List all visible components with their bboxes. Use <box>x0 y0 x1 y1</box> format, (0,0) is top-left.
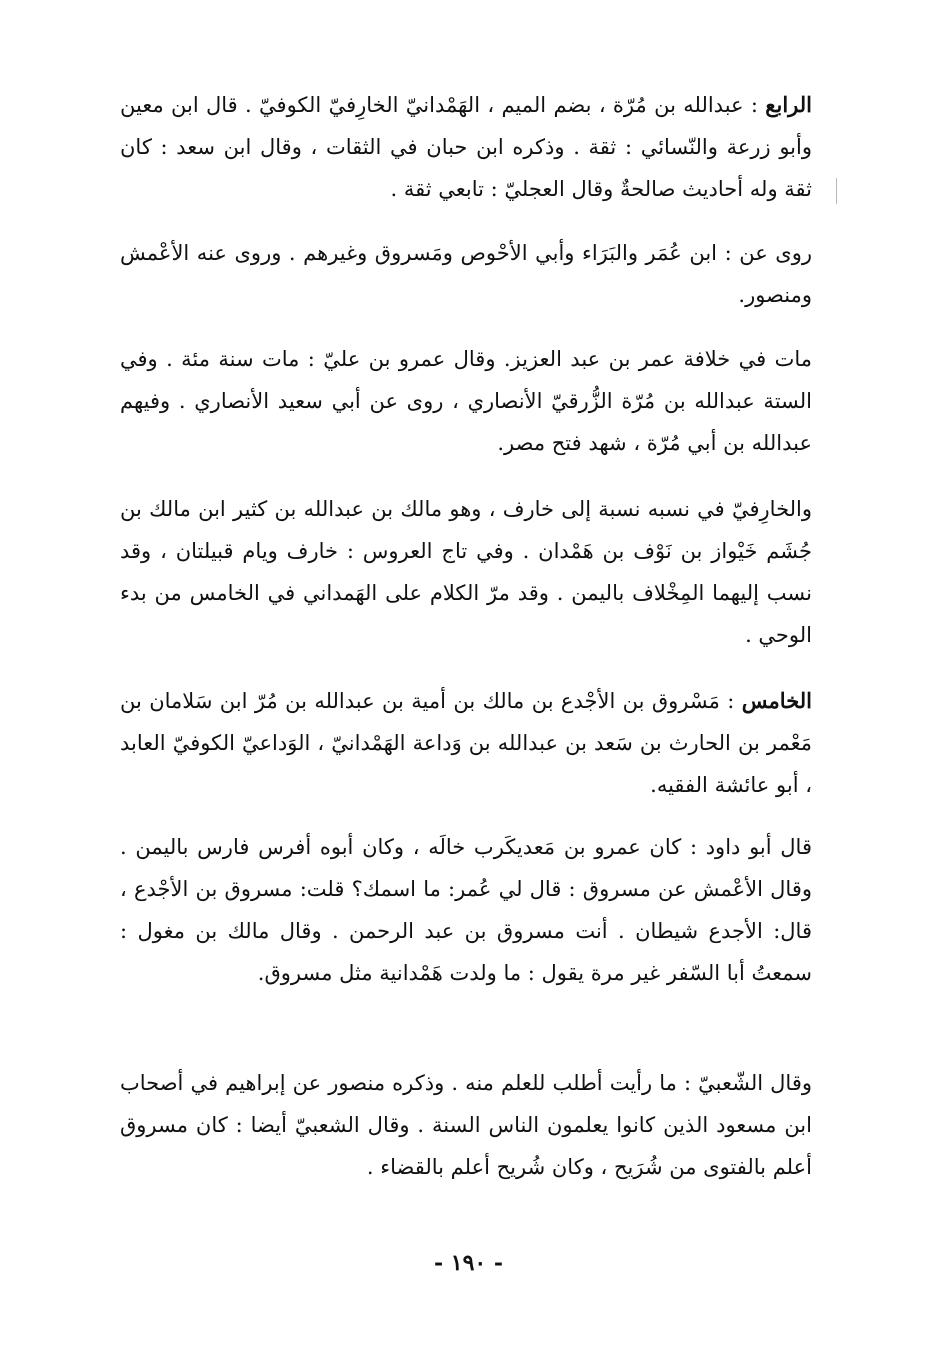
paragraph-text <box>120 488 812 656</box>
paragraph-text <box>120 338 812 464</box>
paragraph-text <box>120 84 812 210</box>
paragraph-shabi <box>120 1062 812 1188</box>
section-heading: الخامس <box>741 688 812 713</box>
paragraph-text <box>120 680 812 806</box>
paragraph-body: وقال الشّعبيّ : ما رأيت أطلب للعلم منه . وذكره منصور عن إبراهيم في أصحاب ابن مسعود الذين كانوا يعلمون الناس السنة . وقال الشعبيّ أيضا : كان مسروق أعلم بالفتوى من شُرَيح ، وكان شُريح أعلم بالقضاء . <box>120 1071 812 1179</box>
paragraph-text <box>120 826 812 994</box>
scan-edge-mark <box>836 178 837 204</box>
paragraph-body: قال أبو داود : كان عمرو بن مَعديكَرب خالَه ، وكان أبوه أفرس فارس باليمن . وقال الأعْمش عن مسروق : قال لي عُمر: ما اسمك؟ قلت: مسروق بن الأجْدع ، قال: الأجدع شيطان . أنت مسروق بن عبد الرحمن . وقال مالك بن مغول : سمعتُ أبا السّفر غير مرة يقول : ما ولدت هَمْدانية مثل مسروق. <box>120 835 812 985</box>
section-heading: الرابع <box>765 92 812 117</box>
page-number: - ١٩٠ - <box>433 1250 504 1276</box>
paragraph-nasab <box>120 488 812 656</box>
paragraph-text <box>120 1062 812 1188</box>
paragraph-body: والخارِفيّ في نسبه نسبة إلى خارف ، وهو مالك بن عبدالله بن كثير ابن مالك بن جُشَم خَيْواز بن نَوْف بن هَمْدان . وفي تاج العروس : خارف ويام قبيلتان ، وقد نسب إليهما المِخْلاف باليمن . وقد مرّ الكلام على الهَمداني في الخامس من بدء الوحي . <box>120 497 812 647</box>
paragraph-body: : عبدالله بن مُرّة ، بضم الميم ، الهَمْدانيّ الخارِفيّ الكوفيّ . قال ابن معين وأبو زرعة والنّسائي : ثقة . وذكره ابن حبان في الثقات ، وقال ابن سعد : كان ثقة وله أحاديث صالحةٌ وقال العجليّ : تابعي ثقة . <box>120 93 812 201</box>
paragraph-text <box>120 232 812 316</box>
paragraph-body: مات في خلافة عمر بن عبد العزيز. وقال عمرو بن عليّ : مات سنة مئة . وفي الستة عبدالله بن مُرّة الزُّرقيّ الأنصاري ، روى عن أبي سعيد الأنصاري . وفيهم عبدالله بن أبي مُرّة ، شهد فتح مصر. <box>120 347 812 455</box>
paragraph-body: روى عن : ابن عُمَر والبَرَاء وأبي الأحْوص ومَسروق وغيرهم . وروى عنه الأعْمش ومنصور. <box>120 241 812 307</box>
paragraph-body: : مَسْروق بن الأجْدع بن مالك بن أمية بن عبدالله بن مُرّ ابن سَلامان بن مَعْمر بن الحارث بن سَعد بن عبدالله بن وَداعة الهَمْدانيّ ، الوَداعيّ الكوفيّ العابد ، أبو عائشة الفقيه. <box>120 689 812 797</box>
paragraph-wafat <box>120 338 812 464</box>
paragraph-riwaya <box>120 232 812 316</box>
paragraph-abu-dawud <box>120 826 812 994</box>
paragraph-khamis <box>120 680 812 806</box>
paragraph-rabi <box>120 84 812 210</box>
